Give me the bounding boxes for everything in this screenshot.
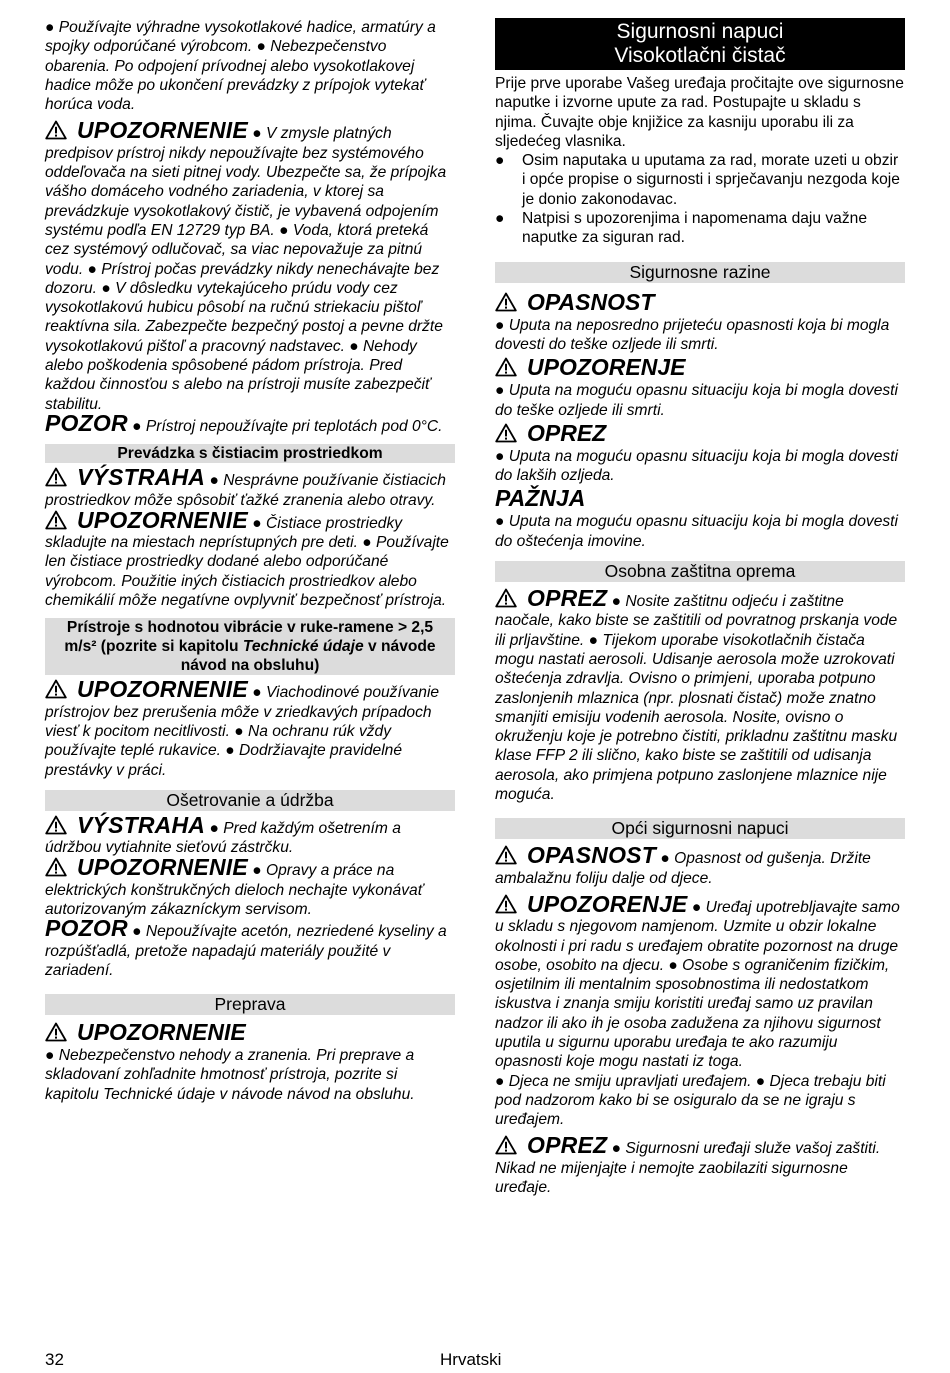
level-text: ● Uputa na neposredno prijeteću opasnosti koja bi mogla dovesti do teške ozljede ili smrti.	[495, 316, 890, 353]
warning-block	[495, 1132, 905, 1197]
warning-triangle-icon	[45, 120, 67, 140]
signal-word: VÝSTRAHA	[77, 811, 206, 838]
signal-word: UPOZORNENIE	[77, 1019, 246, 1046]
warning-heading	[45, 1019, 455, 1046]
signal-word: OPREZ	[527, 419, 607, 446]
signal-word: UPOZORNENIE	[77, 506, 248, 533]
caution-text: ● Nepoužívajte acetón, nezriedené kyseliny a rozpúšťadlá, pretože napadajú materiály použité v zariadení.	[45, 923, 447, 979]
warning-triangle-icon	[495, 357, 517, 377]
warning-triangle-icon	[495, 845, 517, 865]
title-line-2: Visokotlačni čistač	[614, 44, 786, 67]
warning-triangle-icon	[45, 679, 67, 699]
section-heading-levels: Sigurnosne razine	[495, 262, 905, 283]
signal-word: OPASNOST	[527, 842, 656, 869]
warning-text: ● Nebezpečenstvo nehody a zranenia. Pri preprave a skladovaní zohľadnite hmotnosť prístroja, pozrite si kapitolu Technické údaje v návode návod na obsluhu.	[45, 1047, 415, 1103]
level-heading	[495, 485, 905, 512]
warning-triangle-icon	[495, 588, 517, 608]
signal-word: POZOR	[45, 915, 128, 942]
section-heading-care: Ošetrovanie a údržba	[45, 790, 455, 811]
caution-block	[45, 409, 455, 436]
signal-word: OPREZ	[527, 585, 608, 612]
intro-paragraph: ● Používajte výhradne vysokotlakové hadice, armatúry a spojky odporúčané výrobcom. ● Nebezpečenstvo obarenia. Po odpojení prívodnej alebo vysokotlakovej hadice môže po ukončení prevádzky z prípojok vytekať horúca voda.	[45, 19, 436, 114]
warning-block	[495, 585, 905, 804]
signal-word: UPOZORNENIE	[77, 117, 248, 144]
warning-block	[495, 842, 905, 888]
signal-word: PAŽNJA	[495, 485, 586, 512]
footer-language: Hrvatski	[440, 1350, 502, 1369]
warning-triangle-icon	[495, 894, 517, 914]
warning-triangle-icon	[45, 815, 67, 835]
warning-block	[45, 464, 455, 510]
section-heading-vibration: Prístroje s hodnotou vibrácie v ruke-ramene > 2,5 m/s² (pozrite si kapitolu Technické údaje v návode návod na obsluhu)	[45, 618, 455, 675]
intro-bullet-list	[495, 151, 905, 247]
document-title	[495, 18, 905, 70]
left-column	[45, 18, 455, 1104]
signal-word: OPASNOST	[527, 288, 655, 315]
signal-word: UPOZORNENIE	[77, 676, 248, 703]
warning-block	[45, 676, 455, 779]
warning-triangle-icon	[45, 467, 67, 487]
signal-word: VÝSTRAHA	[77, 464, 206, 491]
signal-word: POZOR	[45, 409, 128, 436]
right-column	[495, 18, 905, 1197]
caution-text: ● Prístroj nepoužívajte pri teplotách pod 0°C.	[132, 417, 443, 435]
warning-triangle-icon	[495, 1135, 517, 1155]
warning-text-continued: ● Djeca ne smiju upravljati uređajem. ● Djeca trebaju biti pod nadzorom kako bi se osiguralo da se ne igraju s uređajem.	[495, 1072, 886, 1129]
section-heading-ppe: Osobna zaštitna oprema	[495, 561, 905, 582]
warning-text: ● Opasnost od gušenja. Držite ambalažnu foliju dalje od djece.	[495, 850, 871, 887]
level-text: ● Uputa na moguću opasnu situaciju koja bi mogla dovesti do teške ozljede ili smrti.	[495, 382, 898, 419]
warning-text: ● Sigurnosni uređaji služe vašoj zaštiti. Nikad ne mijenjajte i nemojte zaobilaziti sigurnosne uređaje.	[495, 1140, 881, 1197]
level-text: ● Uputa na moguću opasnu situaciju koja bi mogla dovesti do lakših ozljeda.	[495, 447, 898, 485]
section-heading-cleaning: Prevádzka s čistiacim prostriedkom	[45, 444, 455, 463]
warning-text: ● Pred každým ošetrením a údržbou vytiahnite sieťovú zástrčku.	[45, 819, 401, 857]
warning-text: ● Nosite zaštitnu odjeću i zaštitne naočale, kako biste se zaštitili od povratnog prskanja vode ili prljavštine. ● Tijekom uporabe visokotlačnih čistača mogu nastati aerosoli. Udisanje aerosola može uzrokovati oštećenja zdravlja. Ovisno o primjeni, uporaba potpuno zaslonjenih mlaznica (npr. plosnati čistač) može znatno smanjiti emisiju vodenih aerosola. Nosite, ovisno o okruženju koje je potrebno čistiti, prikladnu zaštitnu masku klase FFP 2 ili slično, kako biste se zaštitili od udisanja aerosola, ako primjena potpuno zaslonjene mlaznice nije moguća.	[495, 593, 898, 804]
level-heading	[495, 354, 905, 381]
list-item: ● Osim naputaka u uputama za rad, morate uzeti u obzir i opće propise o sigurnosti i sprječavanju nezgoda koje je donio zakonodavac.	[495, 152, 900, 208]
level-text: ● Uputa na moguću opasnu situaciju koja bi mogla dovesti do oštećenja imovine.	[495, 513, 898, 550]
warning-triangle-icon	[45, 857, 67, 877]
signal-word: UPOZORNENIE	[77, 854, 248, 881]
list-item: ● Natpisi s upozorenjima i napomenama daju važne naputke za siguran rad.	[495, 210, 867, 247]
warning-text: ● Čistiace prostriedky skladujte na miestach neprístupných pre deti. ● Používajte len čistiace prostriedky dodané alebo odporúčané výrobcom. Použitie iných čistiacich prostriedkov alebo chemikálií môže negatívne ovplyvniť bezpečnosť prístroja.	[45, 514, 449, 610]
warning-text: ● Viachodinové používanie prístrojov bez prerušenia môže v zriedkavých prípadoch viesť k pocitom necitlivosti. ● Na ochranu rúk vždy používajte teplé rukavice. ● Dodržiavajte pravidelné prestávky v práci.	[45, 684, 440, 779]
warning-triangle-icon	[45, 1022, 67, 1042]
warning-block	[45, 506, 455, 610]
warning-block	[45, 811, 455, 858]
title-line-1: Sigurnosni napuci	[616, 20, 784, 43]
section-heading-general: Opći sigurnosni napuci	[495, 818, 905, 839]
warning-triangle-icon	[495, 423, 517, 443]
caution-block	[45, 915, 455, 980]
signal-word: UPOZORENJE	[527, 354, 686, 381]
warning-block	[45, 854, 455, 919]
page-number: 32	[45, 1350, 64, 1369]
warning-text: ● Nesprávne používanie čistiacich prostriedkov môže spôsobiť ťažké zranenia alebo otravy.	[45, 472, 446, 509]
warning-block	[495, 890, 905, 1072]
signal-word: UPOZORENJE	[527, 890, 688, 917]
intro-paragraph: Prije prve uporabe Vašeg uređaja pročitajte ove sigurnosne naputke i izvorne upute za rad. Postupajte u skladu s njima. Čuvajte obje knjižice za kasniju uporabu ili za sljedećeg vlasnika.	[495, 75, 904, 150]
level-heading	[495, 289, 905, 316]
warning-triangle-icon	[495, 292, 517, 312]
warning-text: ● V zmysle platných predpisov prístroj nikdy nepoužívajte bez systémového oddeľovača na sieti pitnej vody. Ubezpečte sa, že prípojka vášho domáceho vodného zariadenia, v ktorej sa prevádzkuje vysokotlakový čistič, je vybavená odpojením systému podľa EN 12729 typ BA. ● Voda, ktorá preteká cez systémový odlučovač, sa viac nepovažuje za pitnú vodu. ● Prístroj počas prevádzky nikdy nenechávajte bez dozoru. ● V dôsledku vytekajúceho prúdu vody cez vysokotlakovú hubicu pôsobí na ručnú striekaciu pištoľ reaktívna sila. Zabezpečte bezpečný postoj a pevne držte vysokotlakovú pištoľ a pracovný nadstavec. ● Nehody alebo poškodenia spôsobené pádom prístroja. Pred každou činnosťou s alebo na prístroji musíte zabezpečiť stabilitu.	[45, 125, 447, 413]
warning-text: ● Opravy a práce na elektrických konštrukčných dieloch nechajte vykonávať autorizovaným zákazníckym servisom.	[45, 862, 424, 918]
section-heading-transport: Preprava	[45, 994, 455, 1015]
warning-triangle-icon	[45, 510, 67, 530]
signal-word: OPREZ	[527, 1132, 608, 1159]
warning-text: ● Uređaj upotrebljavajte samo u skladu s njegovom namjenom. Uzmite u obzir lokalne okolnosti i pri radu s uređajem obratite pozornost na druge osobe, osobito na djecu. ● Osobe s ograničenim fizičkim, osjetilnim ili mentalnim sposobnostima ili nedostatkom iskustva i znanja smiju koristiti uređaj samo uz pravilan nadzor ili ako ih je osoba zadužena za njihovu sigurnost uputila u sigurnu uporabu uređaja te ako razumiju opasnosti koje mogu nastati iz toga.	[495, 898, 900, 1071]
level-heading	[495, 420, 905, 447]
warning-block	[45, 117, 455, 413]
